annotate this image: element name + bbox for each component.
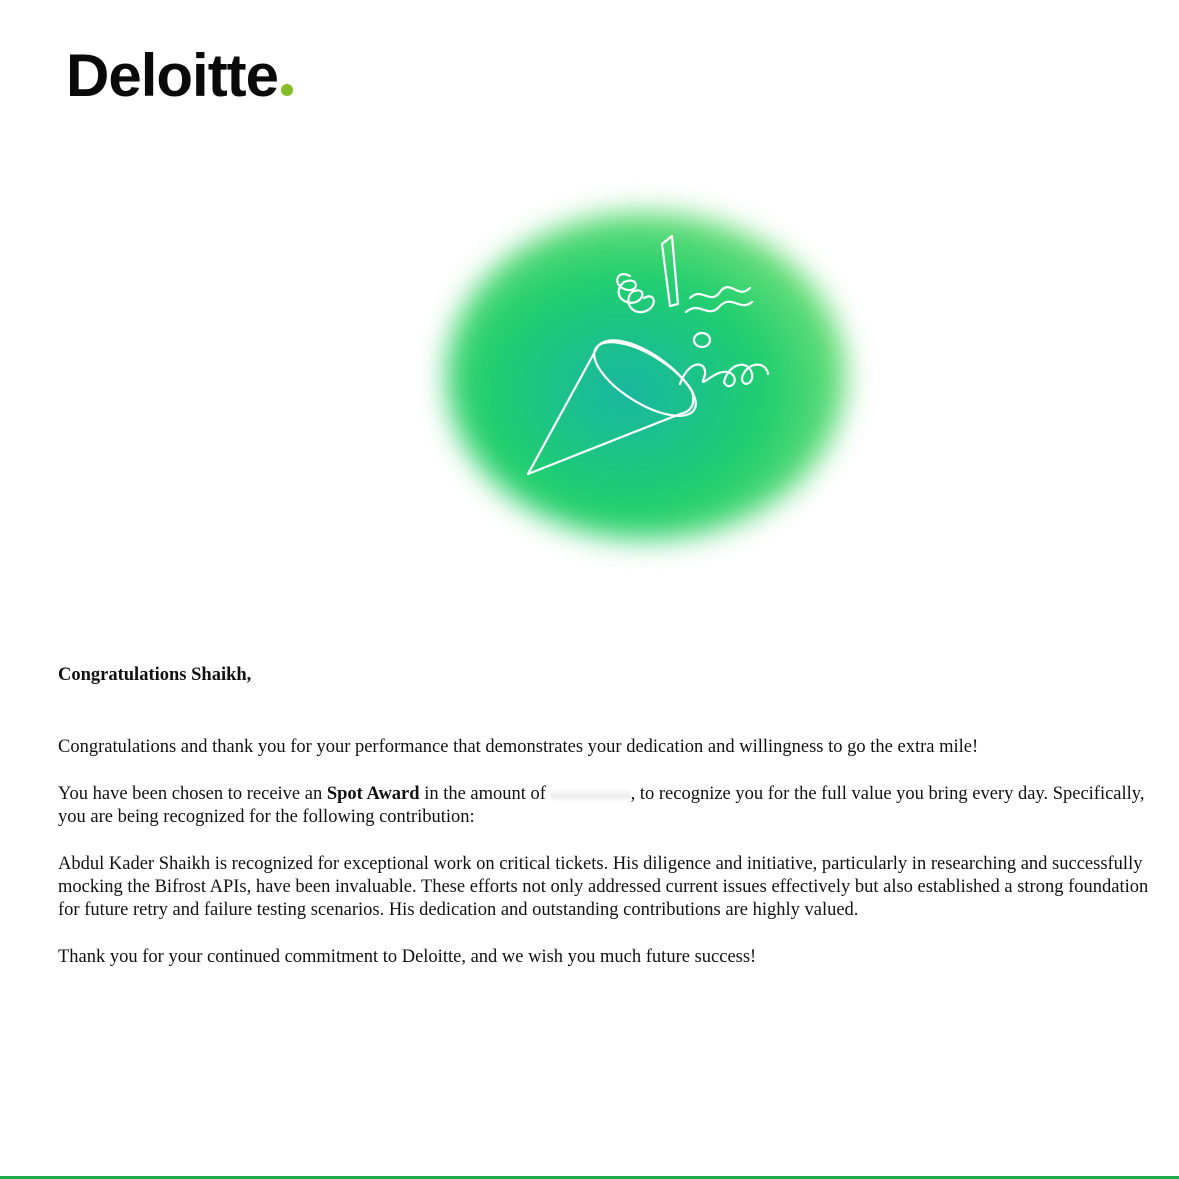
redacted-amount [551,788,631,802]
award-prefix-text: You have been chosen to receive an [58,784,327,804]
greeting: Congratulations Shaikh, [58,665,252,685]
celebration-hero [440,206,852,546]
award-name: Spot Award [326,784,420,804]
award-letter [58,664,1153,993]
logo-wordmark: Deloitte [66,42,279,109]
award-suffix-text: , to recognize you for the full value you bring every day. Specifically, you are being recognized for the following contribution: [58,784,1145,827]
award-paragraph [58,783,1153,829]
award-amount-prefix-text: in the amount of [419,784,551,804]
contribution-paragraph: Abdul Kader Shaikh is recognized for exceptional work on critical tickets. His diligence and initiative, particularly in researching and successfully mocking the Bifrost APIs, have been invaluable. These efforts not only addressed current issues effectively but also established a strong foundation for future retry and failure testing scenarios. His dedication and outstanding contributions are highly valued. [58,854,1149,920]
closing-paragraph: Thank you for your continued commitment to Deloitte, and we wish you much future success! [58,947,757,967]
intro-paragraph: Congratulations and thank you for your performance that demonstrates your dedication and willingness to go the extra mile! [58,737,979,757]
party-popper-icon [440,206,852,546]
deloitte-logo [66,36,293,116]
logo-green-dot [281,84,293,96]
